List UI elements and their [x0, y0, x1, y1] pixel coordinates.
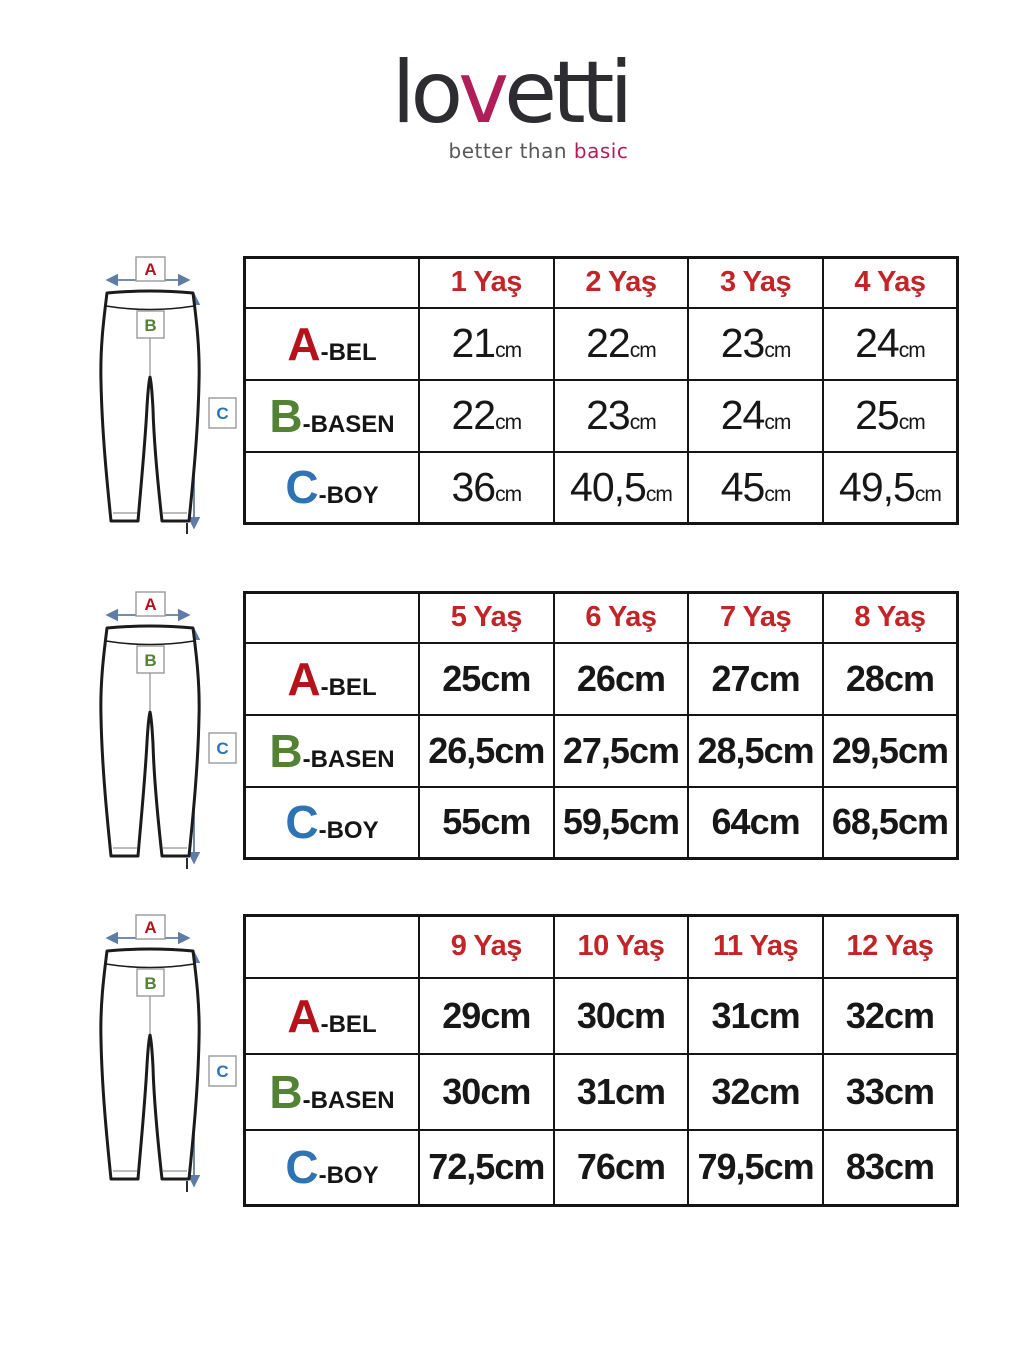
measurement-value — [419, 787, 554, 859]
value-unit: cm — [628, 801, 679, 843]
value-number: 29,5 — [831, 729, 898, 771]
value-number: 27 — [711, 657, 750, 699]
measurement-value — [688, 787, 823, 859]
diagram-label-b — [137, 969, 164, 996]
value-number: 22 — [451, 392, 496, 438]
measure-name: -BASEN — [302, 1086, 395, 1114]
diagram-label-a — [136, 592, 165, 616]
value-unit: cm — [764, 339, 791, 362]
corner-cell — [245, 916, 420, 978]
leggings-diagram-svg — [76, 582, 238, 874]
diagram-label-b — [137, 646, 164, 673]
measurement-value — [554, 1130, 689, 1206]
measurement-value — [554, 978, 689, 1054]
value-number: 36 — [451, 463, 496, 510]
value-unit: cm — [764, 411, 791, 434]
logo-text-pre: lo — [391, 43, 459, 143]
corner-cell — [245, 593, 420, 643]
measurement-value — [554, 452, 689, 524]
age-header: 6 Yaş — [554, 593, 689, 643]
diagram-label-a — [136, 257, 165, 281]
value-number: 23 — [720, 320, 765, 366]
logo-accent-letter: v — [458, 43, 505, 143]
age-header: 11 Yaş — [688, 916, 823, 978]
value-unit: cm — [628, 729, 679, 771]
value-unit: cm — [883, 1070, 934, 1112]
diagram-label-b — [137, 311, 164, 338]
age-header: 9 Yaş — [419, 916, 554, 978]
measurement-value — [554, 380, 689, 452]
size-section-ages-1-4 — [0, 247, 1020, 547]
measure-letter: A — [287, 989, 321, 1042]
measurement-value — [823, 308, 958, 380]
value-unit: cm — [614, 994, 665, 1036]
measure-name: -BASEN — [302, 745, 395, 773]
measurement-value — [823, 643, 958, 715]
brand-tagline — [392, 139, 629, 163]
value-number: 31 — [576, 1070, 615, 1112]
value-unit: cm — [480, 801, 531, 843]
measurement-value — [554, 643, 689, 715]
value-number: 83 — [845, 1146, 884, 1188]
leggings-diagram — [76, 247, 238, 539]
value-unit: cm — [614, 1070, 665, 1112]
measure-label — [245, 452, 420, 524]
measurement-value — [688, 1130, 823, 1206]
value-unit: cm — [883, 994, 934, 1036]
measurement-value — [419, 1130, 554, 1206]
measure-label — [245, 308, 420, 380]
value-unit: cm — [749, 1070, 800, 1112]
value-unit: cm — [495, 339, 522, 362]
value-unit: cm — [614, 657, 665, 699]
age-header: 10 Yaş — [554, 916, 689, 978]
measure-label — [245, 380, 420, 452]
size-section-ages-5-8 — [0, 582, 1020, 882]
measurement-value — [419, 380, 554, 452]
value-unit: cm — [749, 994, 800, 1036]
value-unit: cm — [914, 482, 941, 506]
measure-name: -BEL — [320, 1010, 377, 1038]
value-unit: cm — [645, 482, 672, 506]
measurement-value — [688, 308, 823, 380]
value-number: 26 — [576, 657, 615, 699]
value-unit: cm — [629, 339, 656, 362]
measure-label — [245, 643, 420, 715]
value-number: 33 — [845, 1070, 884, 1112]
size-table-body — [245, 308, 958, 524]
measure-row — [245, 643, 958, 715]
measurement-value — [419, 308, 554, 380]
size-section-ages-9-12 — [0, 905, 1020, 1205]
measurement-value — [823, 452, 958, 524]
measure-name: -BEL — [320, 338, 377, 366]
label-b-letter: B — [144, 974, 157, 993]
measure-name: -BOY — [318, 817, 379, 845]
value-unit: cm — [897, 801, 948, 843]
measure-letter: B — [269, 1065, 303, 1118]
label-b-letter: B — [144, 651, 157, 670]
age-header: 8 Yaş — [823, 593, 958, 643]
value-unit: cm — [480, 994, 531, 1036]
value-unit: cm — [614, 1146, 665, 1188]
measurement-value — [419, 978, 554, 1054]
value-number: 28 — [845, 657, 884, 699]
measurement-value — [688, 715, 823, 787]
value-unit: cm — [763, 729, 814, 771]
measurement-value — [419, 715, 554, 787]
measure-row — [245, 1130, 958, 1206]
age-header: 5 Yaş — [419, 593, 554, 643]
value-number: 64 — [711, 801, 750, 843]
measure-name: -BOY — [318, 1162, 379, 1190]
measurement-value — [554, 1054, 689, 1130]
value-number: 28,5 — [697, 729, 764, 771]
brand-logo — [391, 43, 629, 143]
measure-row — [245, 380, 958, 452]
measure-letter: C — [285, 1141, 319, 1194]
value-number: 25 — [442, 657, 481, 699]
label-a-letter: A — [144, 595, 157, 614]
measure-letter: A — [287, 652, 321, 705]
value-number: 32 — [845, 994, 884, 1036]
age-header-row — [245, 258, 958, 308]
age-header-row — [245, 593, 958, 643]
value-number: 30 — [442, 1070, 481, 1112]
leggings-diagram — [76, 905, 238, 1197]
diagram-label-c — [209, 398, 236, 428]
label-c-letter: C — [216, 404, 229, 423]
value-number: 24 — [720, 392, 765, 438]
value-unit: cm — [480, 1070, 531, 1112]
measurement-value — [688, 1054, 823, 1130]
label-a-letter: A — [144, 918, 157, 937]
tagline-accent: basic — [573, 139, 629, 164]
value-number: 45 — [720, 463, 765, 510]
value-unit: cm — [764, 482, 791, 506]
label-c-letter: C — [216, 1062, 229, 1081]
value-number: 29 — [442, 994, 481, 1036]
value-number: 79,5 — [697, 1146, 764, 1188]
value-number: 21 — [451, 320, 496, 366]
value-number: 76 — [576, 1146, 615, 1188]
measurement-value — [688, 380, 823, 452]
value-number: 68,5 — [831, 801, 898, 843]
measure-name: -BASEN — [302, 410, 395, 438]
measurement-value — [823, 380, 958, 452]
age-header: 1 Yaş — [419, 258, 554, 308]
measure-row — [245, 978, 958, 1054]
value-number: 25 — [855, 392, 899, 438]
value-unit: cm — [495, 411, 522, 434]
measurement-value — [554, 787, 689, 859]
value-number: 31 — [711, 994, 750, 1036]
measure-letter: B — [269, 724, 303, 777]
size-table — [243, 914, 959, 1207]
size-table — [243, 256, 959, 525]
measure-name: -BEL — [320, 673, 377, 701]
diagram-label-c — [209, 1056, 236, 1086]
age-header: 7 Yaş — [688, 593, 823, 643]
size-table-body — [245, 643, 958, 859]
size-table-head — [245, 593, 958, 643]
diagram-label-c — [209, 733, 236, 763]
measurement-value — [419, 643, 554, 715]
value-number: 30 — [576, 994, 615, 1036]
measure-label — [245, 978, 420, 1054]
measurement-value — [823, 787, 958, 859]
value-unit: cm — [494, 729, 545, 771]
logo-text-post: etti — [504, 43, 629, 143]
value-number: 24 — [855, 320, 899, 366]
size-table-head — [245, 258, 958, 308]
age-header: 12 Yaş — [823, 916, 958, 978]
measurement-value — [419, 452, 554, 524]
measurement-value — [823, 978, 958, 1054]
measurement-value — [554, 308, 689, 380]
value-number: 23 — [586, 392, 630, 438]
tagline-plain: better than — [448, 139, 568, 164]
age-header: 3 Yaş — [688, 258, 823, 308]
measurement-value — [419, 1054, 554, 1130]
measure-label — [245, 787, 420, 859]
value-unit: cm — [897, 729, 948, 771]
value-unit: cm — [898, 339, 925, 362]
leggings-diagram-svg — [76, 247, 238, 539]
value-unit: cm — [749, 657, 800, 699]
label-a-letter: A — [144, 260, 157, 279]
value-number: 32 — [711, 1070, 750, 1112]
measure-label — [245, 1130, 420, 1206]
age-header: 4 Yaş — [823, 258, 958, 308]
measurement-value — [554, 715, 689, 787]
value-number: 55 — [442, 801, 481, 843]
value-unit: cm — [898, 411, 925, 434]
measure-letter: C — [285, 796, 319, 849]
value-unit: cm — [763, 1146, 814, 1188]
value-unit: cm — [629, 411, 656, 434]
age-header: 2 Yaş — [554, 258, 689, 308]
measure-letter: B — [269, 389, 303, 442]
value-number: 59,5 — [562, 801, 629, 843]
value-unit: cm — [495, 482, 522, 506]
measure-row — [245, 452, 958, 524]
size-table-head — [245, 916, 958, 978]
age-header-row — [245, 916, 958, 978]
measurement-value — [688, 978, 823, 1054]
value-number: 22 — [586, 320, 630, 366]
value-number: 26,5 — [428, 729, 495, 771]
measure-letter: C — [285, 461, 319, 514]
measurement-value — [688, 643, 823, 715]
size-table-body — [245, 978, 958, 1206]
measure-letter: A — [287, 317, 321, 370]
brand-header — [0, 43, 1020, 164]
value-number: 27,5 — [562, 729, 629, 771]
measure-label — [245, 1054, 420, 1130]
measure-label — [245, 715, 420, 787]
leggings-diagram-svg — [76, 905, 238, 1197]
value-number: 49,5 — [839, 463, 915, 510]
diagram-label-a — [136, 915, 165, 939]
measure-name: -BOY — [318, 482, 379, 510]
label-b-letter: B — [144, 316, 157, 335]
measure-row — [245, 308, 958, 380]
measure-row — [245, 1054, 958, 1130]
value-unit: cm — [749, 801, 800, 843]
measure-row — [245, 787, 958, 859]
value-number: 72,5 — [428, 1146, 495, 1188]
value-unit: cm — [480, 657, 531, 699]
label-c-letter: C — [216, 739, 229, 758]
value-unit: cm — [883, 657, 934, 699]
value-unit: cm — [883, 1146, 934, 1188]
measurement-value — [823, 715, 958, 787]
corner-cell — [245, 258, 420, 308]
value-unit: cm — [494, 1146, 545, 1188]
measure-row — [245, 715, 958, 787]
value-number: 40,5 — [570, 463, 646, 510]
measurement-value — [823, 1130, 958, 1206]
leggings-diagram — [76, 582, 238, 874]
measurement-value — [688, 452, 823, 524]
brand-logo-wrap — [391, 43, 629, 164]
measurement-value — [823, 1054, 958, 1130]
size-table — [243, 591, 959, 860]
